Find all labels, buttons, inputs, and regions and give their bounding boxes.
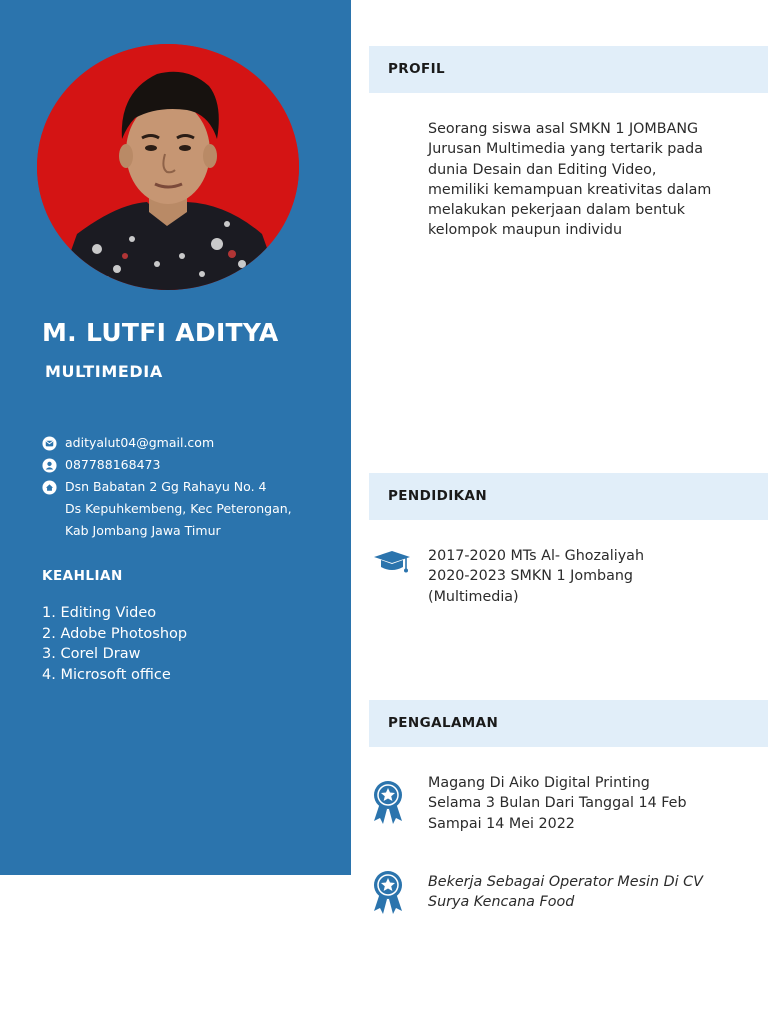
skill-item: 3. Corel Draw bbox=[42, 646, 141, 662]
profil-line: Jurusan Multimedia yang tertarik pada bbox=[428, 141, 703, 158]
profil-line: memiliki kemampuan kreativitas dalam bbox=[428, 181, 712, 198]
pengalaman-line: Sampai 14 Mei 2022 bbox=[428, 815, 575, 832]
award-ribbon-icon bbox=[371, 779, 405, 825]
pengalaman-entry-1 bbox=[428, 773, 687, 834]
user-icon bbox=[42, 458, 57, 473]
person-name: M. LUTFI ADITYA bbox=[42, 318, 279, 347]
section-band-profil bbox=[369, 46, 768, 93]
section-band-pengalaman bbox=[369, 700, 768, 747]
sidebar bbox=[0, 0, 351, 875]
email-text: adityalut04@gmail.com bbox=[65, 435, 215, 450]
profil-line: kelompok maupun individu bbox=[428, 222, 622, 239]
envelope-icon bbox=[42, 436, 57, 451]
skills-list bbox=[42, 603, 187, 685]
home-icon bbox=[42, 480, 57, 495]
graduation-cap-icon bbox=[372, 549, 412, 577]
pengalaman-line: Bekerja Sebagai Operator Mesin Di CV bbox=[428, 874, 703, 890]
section-heading-pengalaman: PENGALAMAN bbox=[388, 715, 499, 731]
profil-line: melakukan pekerjaan dalam bentuk bbox=[428, 202, 686, 219]
section-heading-profil: PROFIL bbox=[388, 61, 446, 77]
profile-photo bbox=[37, 44, 299, 290]
person-role: MULTIMEDIA bbox=[45, 362, 163, 381]
pengalaman-line: Magang Di Aiko Digital Printing bbox=[428, 775, 650, 791]
profil-text bbox=[428, 119, 711, 241]
pengalaman-line: Surya Kencana Food bbox=[428, 894, 575, 911]
profil-line: dunia Desain dan Editing Video, bbox=[428, 161, 657, 178]
pendidikan-line: 2017-2020 MTs Al- Ghozaliyah bbox=[428, 548, 645, 564]
skills-heading: KEAHLIAN bbox=[42, 568, 123, 584]
pengalaman-entry-2 bbox=[428, 872, 703, 913]
skill-item: 4. Microsoft office bbox=[42, 666, 171, 683]
skill-item: 2. Adobe Photoshop bbox=[42, 625, 188, 642]
section-heading-pendidikan: PENDIDIKAN bbox=[388, 488, 488, 504]
pendidikan-text bbox=[428, 546, 644, 607]
phone-text: 087788168473 bbox=[65, 457, 161, 472]
pendidikan-line: (Multimedia) bbox=[428, 588, 519, 605]
pengalaman-line: Selama 3 Bulan Dari Tanggal 14 Feb bbox=[428, 795, 687, 812]
address-line-1: Dsn Babatan 2 Gg Rahayu No. 4 bbox=[65, 479, 267, 494]
address-line-2: Ds Kepuhkembeng, Kec Peterongan, bbox=[65, 501, 292, 516]
award-ribbon-icon bbox=[371, 869, 405, 915]
skill-item: 1. Editing Video bbox=[42, 605, 157, 621]
address-line-3: Kab Jombang Jawa Timur bbox=[65, 523, 221, 538]
section-band-pendidikan bbox=[369, 473, 768, 520]
profil-line: Seorang siswa asal SMKN 1 JOMBANG bbox=[428, 121, 699, 137]
pendidikan-line: 2020-2023 SMKN 1 Jombang bbox=[428, 568, 634, 585]
